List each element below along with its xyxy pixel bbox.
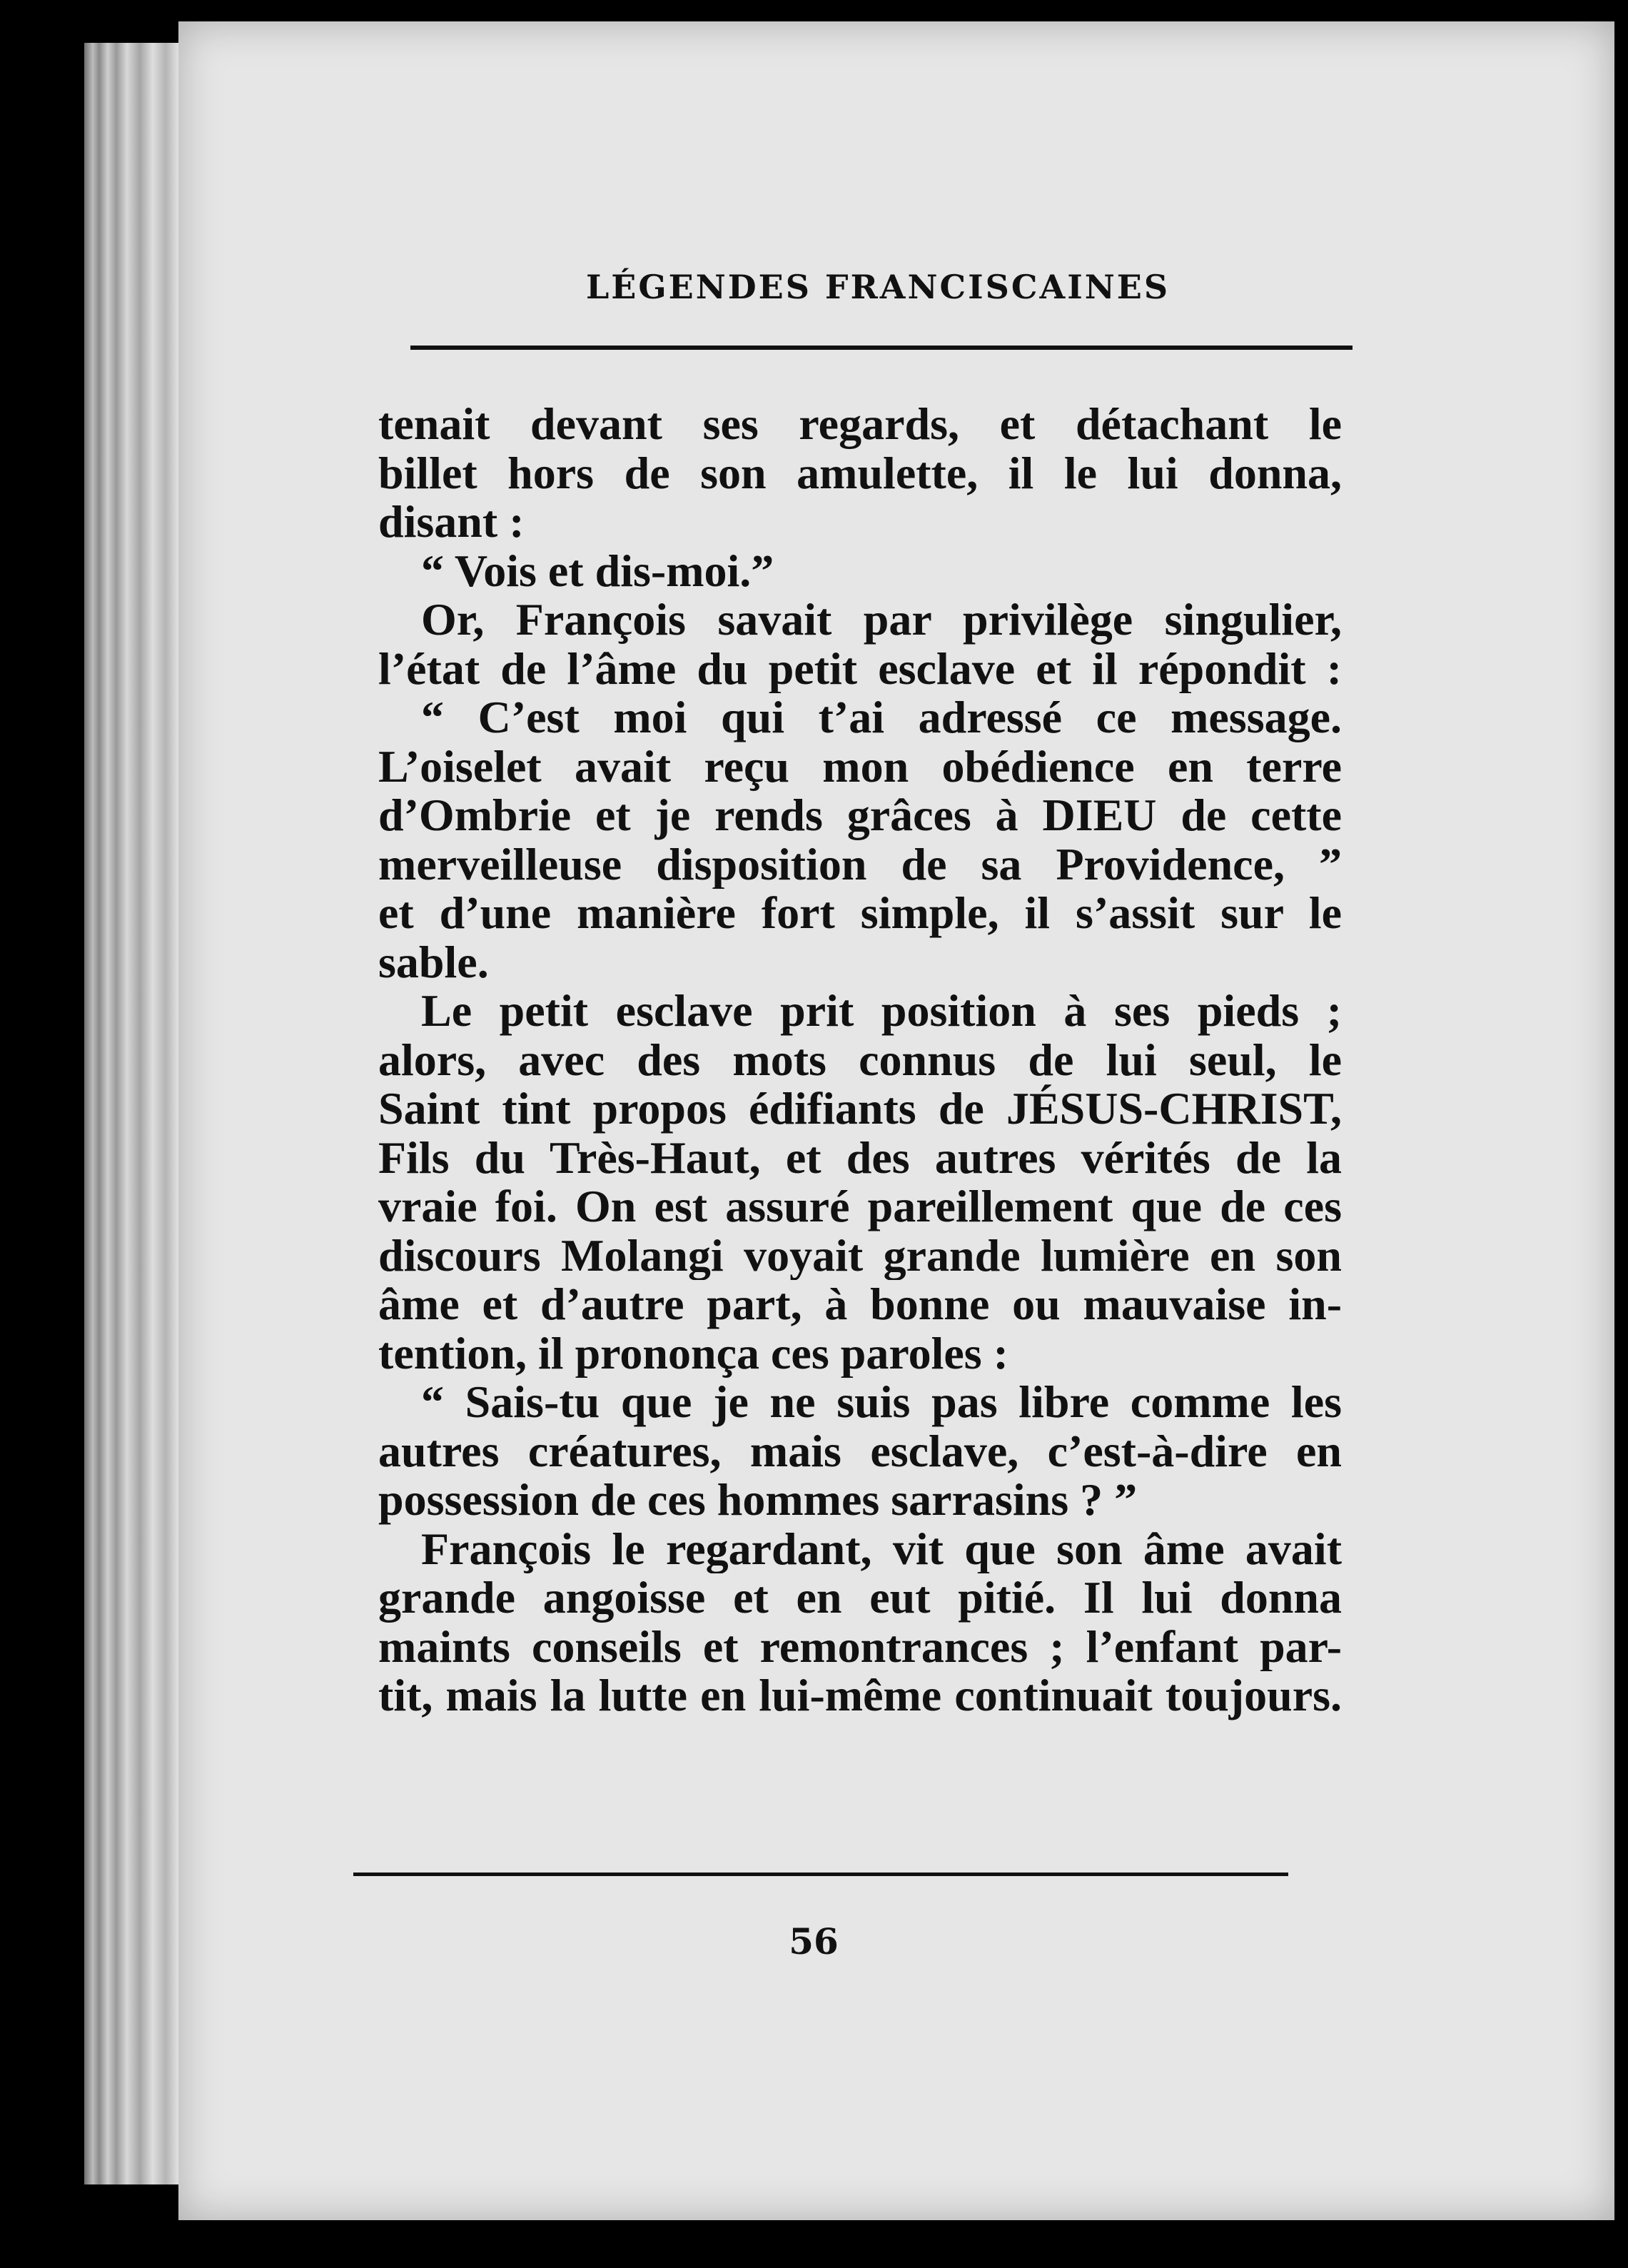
page-edges (84, 43, 191, 2184)
text-line: Fils du Très-Haut, et des autres vérités de la (378, 1133, 1342, 1182)
footer-rule (353, 1873, 1288, 1876)
text-line: “ Sais-tu que je ne suis pas libre comme les (421, 1378, 1342, 1427)
text-line: maints conseils et remontrances ; l’enfant par- (378, 1622, 1342, 1671)
text-line: alors, avec des mots connus de lui seul, le (378, 1035, 1342, 1084)
text-line: tention, il prononça ces paroles : (378, 1329, 1008, 1378)
text-line: d’Ombrie et je rends grâces à DIEU de cette (378, 791, 1342, 840)
text-line: autres créatures, mais esclave, c’est-à-dire en (378, 1426, 1342, 1476)
text-line: l’état de l’âme du petit esclave et il répondit : (378, 644, 1342, 693)
text-line: “ C’est moi qui t’ai adressé ce message. (421, 693, 1342, 742)
text-line: billet hors de son amulette, il le lui donna, (378, 448, 1342, 498)
text-line: discours Molangi voyait grande lumière en son (378, 1231, 1342, 1280)
text-line: vraie foi. On est assuré pareillement que de ces (378, 1182, 1342, 1231)
text-line: âme et d’autre part, à bonne ou mauvaise in- (378, 1280, 1342, 1329)
text-line: Saint tint propos édifiants de JÉSUS-CHRIST, (378, 1084, 1342, 1134)
text-line: sable. (378, 937, 489, 987)
text-line: merveilleuse disposition de sa Providence, ” (378, 840, 1342, 889)
text-line: tenait devant ses regards, et détachant le (378, 400, 1342, 449)
page-number: 56 (789, 1920, 839, 1962)
body-text (378, 400, 1342, 1720)
text-line: L’oiselet avait reçu mon obédience en terre (378, 742, 1342, 791)
text-line: et d’une manière fort simple, il s’assit sur le (378, 889, 1342, 938)
text-line: grande angoisse et en eut pitié. Il lui donna (378, 1573, 1342, 1623)
header-rule (410, 346, 1353, 350)
text-line: possession de ces hommes sarrasins ? ” (378, 1476, 1138, 1525)
text-line: “ Vois et dis-moi.” (421, 546, 774, 595)
text-line: Le petit esclave prit position à ses pieds ; (421, 987, 1342, 1036)
text-line: François le regardant, vit que son âme avait (421, 1524, 1342, 1573)
text-line: Or, François savait par privilège singulier, (421, 595, 1342, 645)
text-line: tit, mais la lutte en lui-même continuait toujours. (378, 1671, 1342, 1720)
running-head: LÉGENDES FRANCISCAINES (585, 268, 1171, 306)
text-line: disant : (378, 498, 525, 547)
